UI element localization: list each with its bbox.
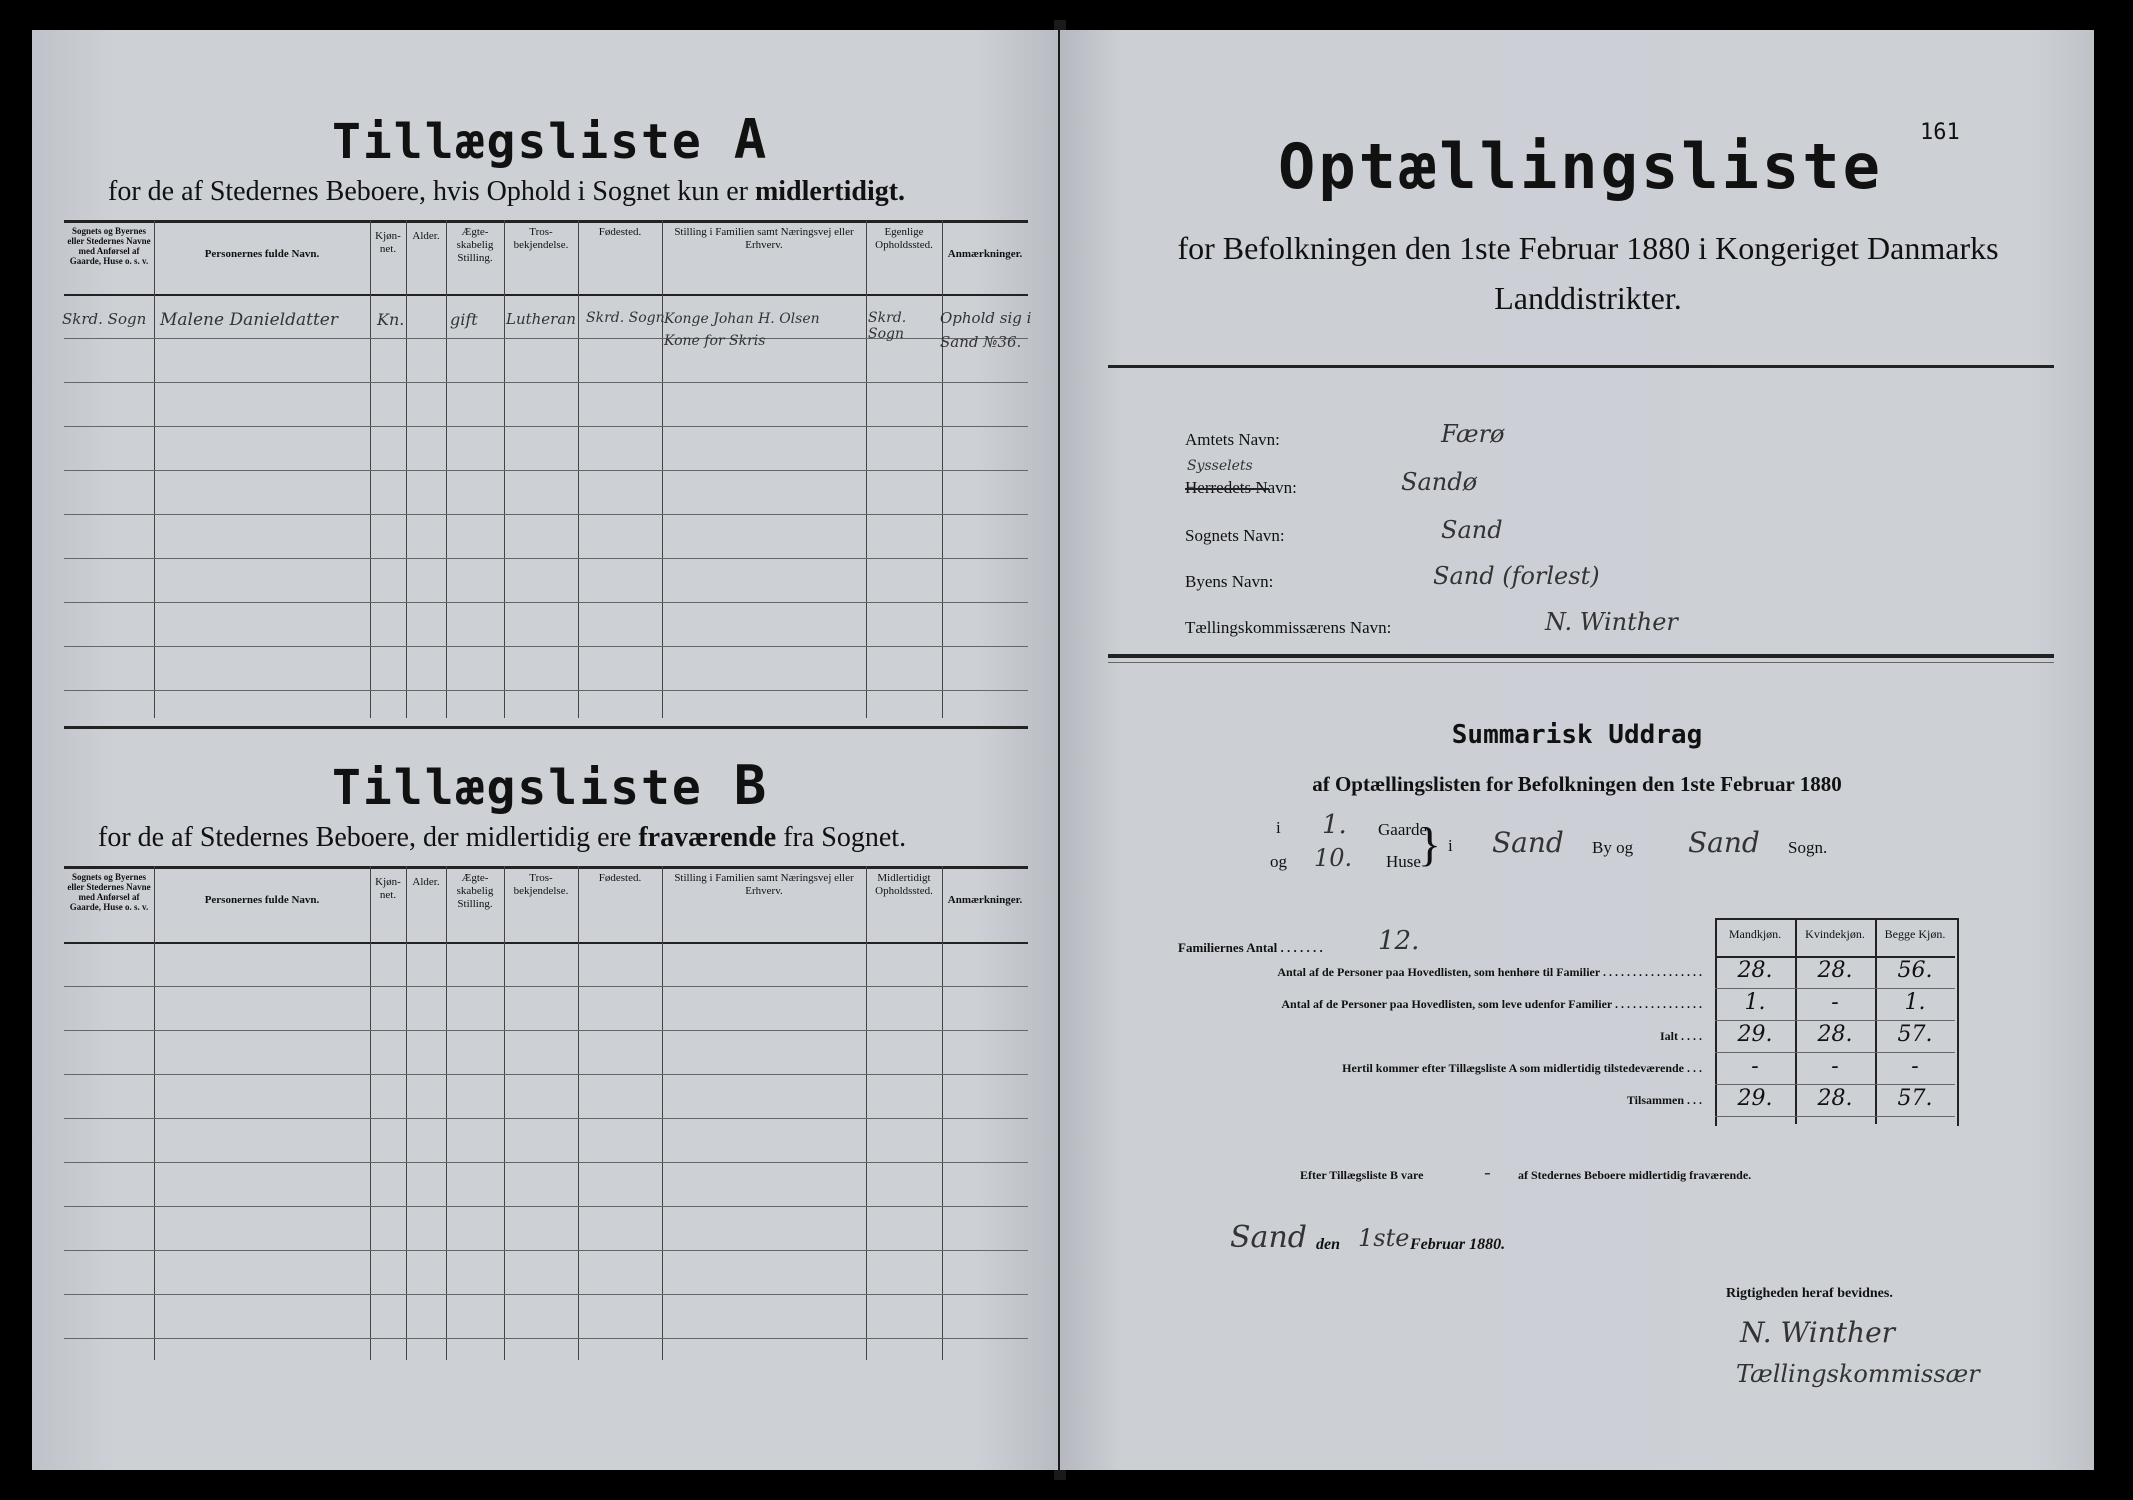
column-header: Alder. [412,876,440,888]
families-label: Familiernes Antal . . . . . . . [1178,940,1323,955]
column-divider [406,220,407,718]
list-b-subtitle [98,822,906,854]
column-divider [154,866,155,1360]
column-header: Kjøn-net. [375,876,401,901]
huse-value: 10. [1314,844,1353,872]
column-header: Midlertidigt Opholdssted. [875,872,933,897]
gaarde-label: Gaarde [1378,820,1428,839]
list-a-subtitle [108,176,905,208]
column-divider [942,220,943,718]
attestation-text: Rigtigheden heraf bevidnes. [1726,1286,1893,1301]
list-a-row1-residence: Skrd. Sogn [868,310,907,342]
column-header: Personernes fulde Navn. [204,894,320,906]
column-header: Stilling i Familien samt Næringsvej eller Erhverv. [674,872,854,897]
summary-cell: 28. [1817,958,1853,983]
column-header: Ægte-skabelig Stilling. [456,226,494,264]
sogn-label: Sogn. [1788,838,1828,857]
summary-col-header: Kvindekjøn. [1805,927,1865,941]
gaarde-value: 1. [1322,810,1347,840]
field-overwrite: Sysselets [1187,458,1253,474]
list-a-row1-occupation: Konge Johan H. Olsen Kone for Skris [664,311,820,349]
field-value: N. Winther [1545,608,1678,636]
row-divider [64,470,1028,471]
column-divider [866,220,867,718]
summary-col-header: Begge Kjøn. [1884,927,1946,941]
column-header: Anmærkninger. [947,248,1023,260]
column-divider [154,220,155,718]
fields-bottom-rule-thin [1108,662,2054,663]
column-header: Sognets og Byernes eller Stedernes Navne med Anførsel af Gaarde, Huse o. s. v. [67,872,151,912]
column-divider [578,866,579,1360]
list-a-row1-birthplace: Skrd. Sogn [586,310,665,326]
column-divider [446,220,447,718]
row-divider [64,558,1028,559]
column-divider [406,866,407,1360]
row-divider [64,1294,1028,1295]
field-value: Sand [1441,516,1503,544]
summary-cell: 29. [1737,1022,1773,1047]
summary-cell: - [1831,1054,1839,1079]
field-label: Sognets Navn: [1185,526,1285,545]
row-divider [64,1074,1028,1075]
row-divider [64,1030,1028,1031]
row-divider [64,1338,1028,1339]
header-rule [1108,365,2054,368]
field-value: Sandø [1401,468,1478,496]
list-a-row1-religion: Lutheran [506,310,576,328]
column-divider [942,866,943,1360]
row-divider [64,986,1028,987]
summary-row-label: Antal af de Personer paa Hovedlisten, som henhøre til Familier . . . . . . . . . . . . . . . . . [1277,965,1702,979]
row-divider [64,382,1028,383]
list-a-header-rule [64,294,1028,296]
main-title: Optællingsliste [1278,130,1883,203]
date-rest: Februar 1880. [1410,1236,1506,1253]
by-label: By og [1592,838,1634,857]
row-divider [64,1118,1028,1119]
date-place: Sand [1230,1220,1307,1255]
huse-prefix: og [1270,852,1287,871]
list-a-top-rule [64,220,1028,223]
summary-cell: 28. [1817,1086,1853,1111]
row-divider [64,646,1028,647]
column-header: Alder. [412,230,440,242]
by-value: Sand [1492,826,1564,859]
column-header: Fødested. [598,872,642,884]
field-value: Færø [1441,420,1505,448]
summary-cell: - [1831,990,1839,1015]
field-label: Tællingskommissærens Navn: [1185,618,1392,637]
summary-row-rule [1715,1052,1955,1053]
families-value: 12. [1378,926,1420,956]
summary-cell: 1. [1904,990,1926,1015]
signature-title: Tællingskommissær [1736,1360,1980,1388]
column-header: Fødested. [598,226,642,238]
list-a-row1-sex: Kn. [377,310,405,329]
list-a-title-letter: A [733,108,769,171]
row-divider [64,602,1028,603]
summary-cell: 28. [1817,1022,1853,1047]
column-divider [504,220,505,718]
field-value: Sand (forlest) [1433,562,1600,590]
summary-col-header: Mandkjøn. [1728,927,1782,941]
column-header: Sognets og Byernes eller Stedernes Navne med Anførsel af Gaarde, Huse o. s. v. [67,226,151,266]
row-divider [64,690,1028,691]
row-divider [64,1162,1028,1163]
strike-line [1185,488,1269,490]
right-page [1060,30,2094,1470]
sogn-value: Sand [1688,826,1760,859]
list-a-row1-name: Malene Danieldatter [160,310,338,330]
column-header: Kjøn-net. [375,230,401,255]
list-a-row1-remarks: Ophold sig i Sand №36. [940,309,1032,351]
column-header: Ægte-skabelig Stilling. [456,872,494,910]
summary-cell: 28. [1737,958,1773,983]
summary-row-label: Antal af de Personer paa Hovedlisten, som leve udenfor Familier . . . . . . . . . . . . . . . [1281,997,1702,1011]
summary-row-rule [1715,1116,1955,1117]
date-den: den [1316,1236,1340,1253]
list-b-header-rule [64,942,1028,944]
summary-subtitle: af Optællingslisten for Befolkningen den 1ste Februar 1880 [1312,772,1842,796]
column-divider [446,866,447,1360]
summary-cell: 29. [1737,1086,1773,1111]
main-subtitle-1: for Befolkningen den 1ste Februar 1880 i Kongeriget Danmarks [1177,230,1999,266]
summary-cell: 1. [1744,990,1766,1015]
column-divider [866,866,867,1360]
row-divider [64,514,1028,515]
list-a-subtitle-text: for de af Stedernes Beboere, hvis Ophold i Sognet kun er [108,176,755,207]
column-header: Personernes fulde Navn. [204,248,320,260]
signature: N. Winther [1740,1316,1896,1349]
field-label: Amtets Navn: [1185,430,1280,449]
main-subtitle-2: Landdistrikter. [1494,280,1682,316]
column-divider [662,866,663,1360]
list-b-subtitle-text: for de af Stedernes Beboere, der midlertidig ere [98,822,639,853]
summary-row-label: Tilsammen . . . [1626,1093,1702,1107]
column-header: Tros-bekjendelse. [513,872,569,897]
list-b-title-word: Tillægsliste [332,760,703,816]
column-header: Tros-bekjendelse. [513,226,569,251]
huse-label: Huse [1386,852,1421,871]
summary-title: Summarisk Uddrag [1451,720,1703,750]
list-a-title-word: Tillægsliste [332,114,703,170]
list-b-top-rule [64,866,1028,869]
list-a-row1-place: Skrd. Sogn [62,310,147,328]
list-b-subtitle-end: fra Sognet. [776,822,907,853]
field-label: Byens Navn: [1185,572,1274,591]
summary-row-rule [1715,988,1955,989]
page-number: 161 [1920,120,1960,145]
list-a-bottom-rule [64,726,1028,729]
date-day: 1ste [1358,1224,1410,1252]
gaarde-prefix: i [1276,818,1281,837]
list-b-note-post: af Stedernes Beboere midlertidig fraværende. [1518,1168,1752,1182]
column-divider [370,220,371,718]
column-divider [370,866,371,1360]
field-label [1185,458,1297,498]
summary-cell: 57. [1897,1022,1933,1047]
summary-cell: - [1751,1054,1759,1079]
summary-row-label: Ialt . . . . [1660,1029,1702,1043]
row-divider [64,426,1028,427]
list-b-title-letter: B [733,754,769,817]
by-prefix: i [1448,836,1453,855]
summary-row-rule [1715,1084,1955,1085]
fields-bottom-rule [1108,654,2054,658]
list-a-subtitle-bold: midlertidigt. [754,176,906,207]
summary-row-label: Hertil kommer efter Tillægsliste A som midlertidig tilstedeværende . . . [1342,1061,1702,1075]
list-b-note-value: - [1484,1160,1491,1184]
summary-cell: 57. [1897,1086,1933,1111]
list-b-subtitle-bold: fraværende [638,822,777,853]
column-divider [662,220,663,718]
field-label-text: Herredets Navn: [1185,478,1297,497]
column-header: Anmærkninger. [947,894,1023,906]
row-divider [64,1206,1028,1207]
list-b-note-pre: Efter Tillægsliste B vare [1300,1168,1424,1182]
column-header: Stilling i Familien samt Næringsvej eller Erhverv. [674,226,854,251]
summary-cell: - [1911,1054,1919,1079]
row-divider [64,1250,1028,1251]
list-a-row1-civil: gift [450,310,478,329]
column-divider [504,866,505,1360]
list-b-title [332,754,768,817]
list-a-title [332,108,768,171]
column-divider [578,220,579,718]
summary-cell: 56. [1897,958,1933,983]
column-header: Egenlige Opholdssted. [875,226,933,251]
brace-icon: } [1418,818,1442,871]
summary-row-rule [1715,1020,1955,1021]
left-page [32,30,1058,1470]
